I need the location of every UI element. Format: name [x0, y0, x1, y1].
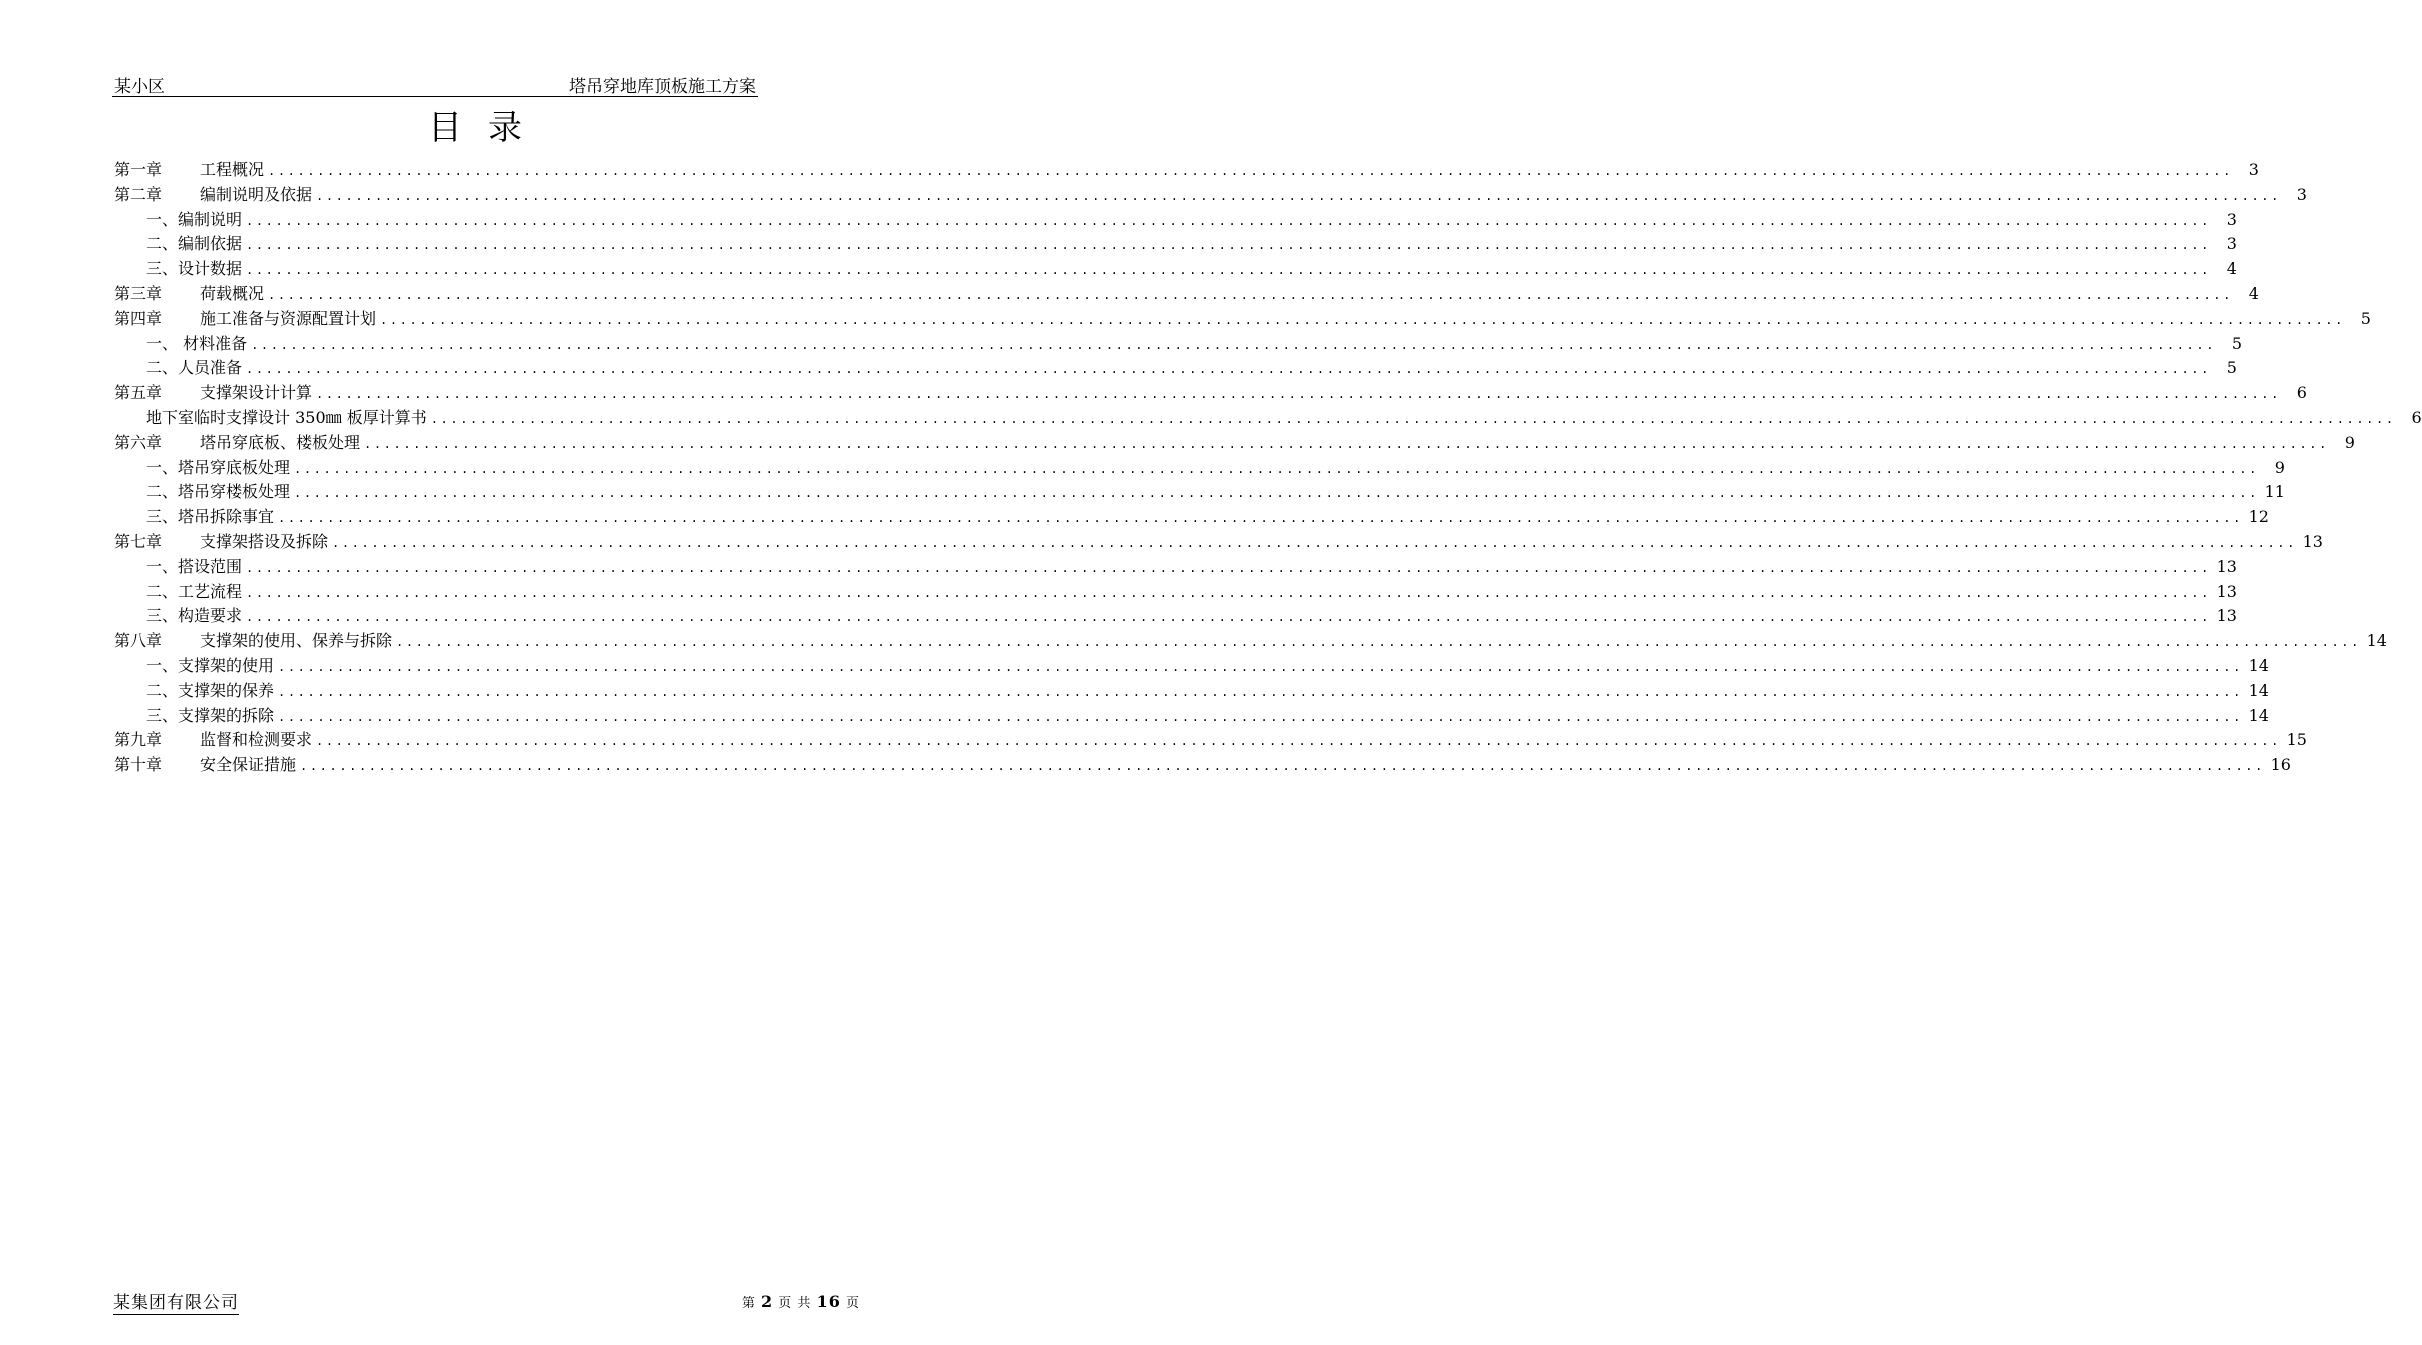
toc-leader-dots: ........................................................................................................................................................................................................: [380, 312, 2345, 327]
toc-page-number: 3: [2296, 184, 2307, 204]
toc-entry-label: [114, 704, 278, 729]
toc-entry-title: 支撑架设计计算: [200, 383, 313, 403]
toc-entry[interactable]: [114, 381, 2307, 406]
toc-entry[interactable]: [114, 158, 2259, 183]
toc-entry[interactable]: [114, 530, 2323, 555]
toc-page-number: 14: [2248, 655, 2269, 675]
toc-page-number: 5: [2231, 333, 2243, 353]
toc-entry-title: 二、支撑架的保养: [146, 680, 275, 700]
toc-entry[interactable]: [114, 704, 2269, 729]
toc-entry[interactable]: [114, 753, 2291, 778]
toc-leader-dots: ........................................................................................................................................................................................................: [246, 560, 2211, 575]
toc-leader-dots: ........................................................................................................................................................................................................: [278, 659, 2243, 674]
toc-entry-label: [114, 332, 251, 357]
toc-entry[interactable]: [114, 431, 2355, 456]
toc-entry-title: 二、塔吊穿楼板处理: [146, 482, 291, 502]
toc-entry-label: [114, 456, 294, 481]
toc-entry-label: [114, 505, 278, 530]
toc-entry-title: 编制说明及依据: [200, 184, 313, 204]
toc-chapter-number: 第十章: [114, 755, 163, 775]
footer-page-suffix: 页: [845, 1296, 860, 1311]
toc-entry-label: [114, 728, 316, 753]
toc-entry-label: [114, 604, 246, 629]
toc-leader-dots: ........................................................................................................................................................................................................: [316, 188, 2281, 203]
toc-entry[interactable]: [114, 282, 2259, 307]
toc-entry-label: [114, 480, 294, 505]
toc-leader-dots: ........................................................................................................................................................................................................: [278, 511, 2243, 526]
toc-leader-dots: ........................................................................................................................................................................................................: [251, 337, 2217, 352]
toc-page-number: 11: [2264, 482, 2285, 502]
toc-entry-label: [114, 530, 332, 555]
toc-entry-label: [114, 555, 246, 580]
toc-chapter-number: 第五章: [114, 383, 163, 403]
footer-page-prefix: 第: [741, 1296, 756, 1311]
toc-entry-title: 一、搭设范围: [146, 556, 243, 576]
toc-entry-title: 三、构造要求: [146, 606, 243, 626]
toc-leader-dots: ........................................................................................................................................................................................................: [278, 709, 2243, 724]
toc-entry-title: 二、工艺流程: [146, 581, 243, 601]
toc-page-number: 13: [2302, 531, 2323, 551]
toc-leader-dots: ........................................................................................................................................................................................................: [332, 535, 2297, 550]
toc-entry-label: [114, 381, 316, 406]
toc-entry-title: 二、编制依据: [146, 234, 243, 254]
toc-entry[interactable]: [114, 654, 2269, 679]
toc-page-number: 5: [2226, 358, 2237, 378]
toc-entry[interactable]: [114, 555, 2237, 580]
toc-leader-dots: ........................................................................................................................................................................................................: [300, 759, 2265, 774]
footer-page-total: 16: [816, 1292, 841, 1311]
toc-leader-dots: ........................................................................................................................................................................................................: [246, 238, 2211, 253]
toc-entry-label: [114, 257, 246, 282]
toc-chapter-number: 第一章: [114, 160, 163, 179]
toc-page-number: 13: [2216, 556, 2237, 576]
toc-entry-label: [114, 282, 268, 307]
toc-chapter-number: 第二章: [114, 184, 163, 204]
toc-chapter-number: 第七章: [114, 531, 163, 551]
header-document-title: 塔吊穿地库顶板施工方案: [569, 77, 756, 97]
toc-leader-dots: ........................................................................................................................................................................................................: [246, 585, 2211, 600]
toc-page-number: 3: [2226, 234, 2237, 254]
toc-entry[interactable]: [114, 604, 2237, 629]
toc-page-number: 13: [2216, 581, 2237, 601]
toc-entry-title: 荷载概况: [200, 283, 265, 303]
toc-entry-label: [114, 580, 246, 605]
toc-page-number: 15: [2286, 730, 2307, 750]
toc-entry-label: [114, 356, 246, 381]
toc-entry-title: 一、编制说明: [146, 209, 243, 229]
toc-entry-label: [114, 679, 278, 704]
toc-entry-title: 三、支撑架的拆除: [146, 705, 275, 725]
toc-entry[interactable]: [114, 480, 2285, 505]
toc-leader-dots: ........................................................................................................................................................................................................: [246, 213, 2211, 228]
toc-entry-title: 二、人员准备: [146, 358, 243, 378]
toc-page-number: 4: [2226, 259, 2237, 279]
page-header: [112, 70, 758, 97]
toc-leader-dots: ........................................................................................................................................................................................................: [316, 734, 2281, 749]
toc-leader-dots: ........................................................................................................................................................................................................: [364, 436, 2329, 451]
toc-entry[interactable]: [114, 679, 2269, 704]
toc-entry[interactable]: [114, 456, 2285, 481]
toc-entry[interactable]: [114, 332, 2243, 357]
toc-entry[interactable]: [114, 356, 2237, 381]
toc-leader-dots: ........................................................................................................................................................................................................: [246, 263, 2211, 278]
toc-page-number: 16: [2270, 755, 2291, 775]
toc-entry-label: [114, 183, 316, 208]
toc-entry-label: [114, 307, 380, 332]
table-of-contents: [114, 158, 2422, 778]
toc-entry-label: [114, 753, 300, 778]
toc-entry[interactable]: [114, 505, 2269, 530]
toc-page-number: 14: [2248, 705, 2269, 725]
toc-page-number: 14: [2366, 631, 2387, 651]
toc-leader-dots: ........................................................................................................................................................................................................: [246, 610, 2211, 625]
toc-entry[interactable]: [114, 629, 2387, 654]
toc-entry-label: [114, 208, 246, 233]
toc-leader-dots: ........................................................................................................................................................................................................: [268, 164, 2233, 178]
toc-chapter-number: 第九章: [114, 730, 163, 750]
toc-entry-title: 安全保证措施: [200, 755, 297, 775]
toc-entry-label: [114, 232, 246, 257]
toc-entry-title: 施工准备与资源配置计划: [200, 308, 377, 328]
toc-leader-dots: ........................................................................................................................................................................................................: [278, 684, 2243, 699]
footer-page-middle: 页 共: [778, 1296, 812, 1311]
header-project-name: 某小区: [114, 77, 165, 97]
toc-entry-title: 地下室临时支撑设计 350㎜ 板厚计算书: [146, 407, 427, 427]
toc-page-number: 4: [2248, 283, 2259, 303]
toc-entry-title: 三、塔吊拆除事宜: [146, 507, 275, 527]
toc-leader-dots: ........................................................................................................................................................................................................: [246, 362, 2211, 377]
toc-page-number: 12: [2248, 507, 2269, 527]
toc-entry-title: 监督和检测要求: [200, 730, 313, 750]
toc-entry[interactable]: [114, 406, 2422, 431]
toc-leader-dots: ........................................................................................................................................................................................................: [294, 486, 2259, 501]
toc-page-number: 3: [2226, 209, 2237, 229]
toc-chapter-number: 第六章: [114, 432, 163, 452]
toc-chapter-number: 第三章: [114, 283, 163, 303]
toc-entry-title: 塔吊穿底板、楼板处理: [200, 432, 361, 452]
toc-leader-dots: ........................................................................................................................................................................................................: [316, 387, 2281, 402]
toc-page-number: 9: [2274, 457, 2285, 477]
toc-page-number: 6: [2411, 407, 2422, 427]
toc-entry[interactable]: [114, 257, 2237, 282]
toc-page-number: 6: [2296, 383, 2307, 403]
footer-page-number: [742, 1292, 860, 1311]
toc-entry-label: [114, 654, 278, 679]
toc-entry-title: 支撑架搭设及拆除: [200, 531, 329, 551]
footer-company: 某集团有限公司: [113, 1288, 239, 1315]
toc-page-number: 5: [2360, 308, 2371, 328]
footer-page-current: 2: [761, 1292, 774, 1311]
toc-entry[interactable]: [114, 232, 2237, 257]
toc-leader-dots: ........................................................................................................................................................................................................: [430, 411, 2396, 426]
toc-page-number: 13: [2216, 606, 2237, 626]
toc-entry-title: 一、塔吊穿底板处理: [146, 457, 291, 477]
toc-entry[interactable]: [114, 728, 2307, 753]
toc-entry-title: 支撑架的使用、保养与拆除: [200, 631, 393, 651]
toc-entry-title: 一、 材料准备: [146, 333, 248, 353]
toc-entry[interactable]: [114, 208, 2237, 233]
toc-leader-dots: ........................................................................................................................................................................................................: [294, 461, 2259, 476]
toc-entry-label: [114, 431, 364, 456]
toc-entry-label: [114, 629, 396, 654]
toc-page-number: 9: [2344, 432, 2355, 452]
toc-leader-dots: ........................................................................................................................................................................................................: [268, 287, 2233, 302]
toc-entry-label: [114, 406, 431, 431]
toc-page-number: 14: [2248, 680, 2269, 700]
toc-entry[interactable]: [114, 580, 2237, 605]
toc-chapter-number: 第八章: [114, 631, 163, 651]
toc-entry-title: 三、设计数据: [146, 259, 243, 279]
toc-entry-title: 一、支撑架的使用: [146, 655, 275, 675]
toc-title: 目录: [428, 108, 548, 148]
toc-page-number: 3: [2248, 160, 2259, 179]
toc-entry-title: 工程概况: [200, 160, 265, 179]
toc-leader-dots: ........................................................................................................................................................................................................: [396, 635, 2361, 650]
toc-entry-label: [114, 158, 268, 183]
toc-entry[interactable]: [114, 307, 2371, 332]
toc-entry[interactable]: [114, 183, 2307, 208]
toc-chapter-number: 第四章: [114, 308, 163, 328]
